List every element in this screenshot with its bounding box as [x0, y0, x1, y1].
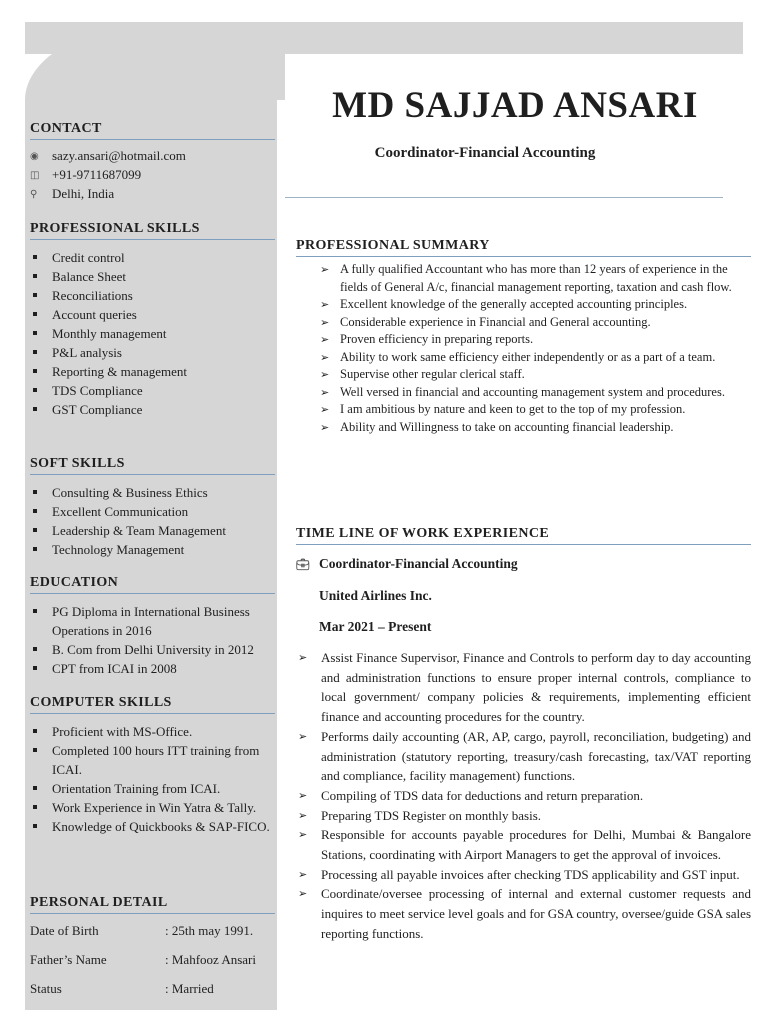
list-item: ➢ Ability to work same efficiency either independently or as a part of a team. [318, 349, 751, 367]
detail-value: : 25th may 1991. [165, 923, 254, 938]
email-icon: ◉ [30, 150, 39, 162]
list-item: Proficient with MS-Office. [30, 722, 275, 741]
contact-email-row [30, 148, 186, 164]
detail-value: : Mahfooz Ansari [165, 952, 256, 967]
list-item: ➢ Assist Finance Supervisor, Finance and Controls to perform day to day accounting and administration functions to ensure proper internal controls, compliance to local government/ company policies & requirements, implementing efficient finance and accounting procedures for the country. [298, 648, 751, 727]
professional-skills-list [30, 248, 275, 419]
detail-label: Father’s Name [30, 952, 107, 967]
list-item: ➢ Responsible for accounts payable procedures for Delhi, Mumbai & Bangalore Stations, coordinating with Airport Managers to get the approval of invoices. [298, 825, 751, 864]
education-list [30, 602, 275, 678]
list-item: ➢ Well versed in financial and accounting management system and procedures. [318, 384, 751, 402]
education-heading: EDUCATION [30, 575, 275, 594]
list-item: ➢ I am ambitious by nature and keen to get to the top of my profession. [318, 401, 751, 419]
summary-list [318, 261, 751, 436]
list-item: ➢ Excellent knowledge of the generally accepted accounting principles. [318, 296, 751, 314]
detail-value: : Married [165, 981, 214, 996]
candidate-name: MD SAJJAD ANSARI [332, 85, 698, 126]
list-item: ➢ Performs daily accounting (AR, AP, cargo, payroll, reconciliation, budgeting) and administration (statutory reporting, treasury/cash forecasting, tax/VAT reporting and compliance, facility management) functions. [298, 727, 751, 786]
briefcase-icon: 💼︎ [296, 557, 310, 571]
list-item: ➢ Considerable experience in Financial and General accounting. [318, 314, 751, 332]
contact-phone-row [30, 167, 141, 183]
job-title: Coordinator-Financial Accounting [319, 556, 518, 571]
list-item: Technology Management [30, 540, 275, 559]
list-item: Completed 100 hours ITT training from ICAI. [30, 741, 275, 779]
list-item: ➢ Supervise other regular clerical staff. [318, 366, 751, 384]
detail-label: Status [30, 981, 62, 996]
list-item: ➢ Preparing TDS Register on monthly basis. [298, 806, 751, 826]
list-item: CPT from ICAI in 2008 [30, 659, 275, 678]
computer-skills-list [30, 722, 275, 836]
list-item: Leadership & Team Management [30, 521, 275, 540]
list-item: PG Diploma in International Business Operations in 2016 [30, 602, 275, 640]
job-period: Mar 2021 – Present [319, 619, 432, 634]
list-item: Account queries [30, 305, 275, 324]
soft-skills-heading: SOFT SKILLS [30, 456, 275, 475]
location-pin-icon: ⚲ [30, 188, 38, 200]
list-item: ➢ Coordinate/oversee processing of internal and external customer requests and inquires to meet service level goals and for GSA country, oversee/guide GSA sales reporting functions. [298, 884, 751, 943]
list-item: ➢ A fully qualified Accountant who has more than 12 years of experience in the fields of General A/c, financial management reporting, taxation and cash flow. [318, 261, 751, 296]
list-item: Knowledge of Quickbooks & SAP-FICO. [30, 817, 275, 836]
professional-summary-heading: PROFESSIONAL SUMMARY [296, 238, 751, 257]
contact-location-row [30, 186, 114, 202]
personal-detail-heading: PERSONAL DETAIL [30, 895, 275, 914]
list-item: ➢ Processing all payable invoices after checking TDS applicability and GST input. [298, 865, 751, 885]
list-item: Reporting & management [30, 362, 275, 381]
list-item: ➢ Ability and Willingness to take on accounting financial leadership. [318, 419, 751, 437]
soft-skills-list [30, 483, 275, 559]
list-item: Excellent Communication [30, 502, 275, 521]
job-company: United Airlines Inc. [319, 588, 432, 603]
list-item: GST Compliance [30, 400, 275, 419]
computer-skills-heading: COMPUTER SKILLS [30, 695, 275, 714]
list-item: ➢ Compiling of TDS data for deductions and return preparation. [298, 786, 751, 806]
list-item: Reconciliations [30, 286, 275, 305]
header-divider [285, 197, 723, 198]
contact-email[interactable]: sazy.ansari@hotmail.com [52, 148, 186, 163]
job-duties-list [298, 648, 751, 944]
list-item: TDS Compliance [30, 381, 275, 400]
work-experience-heading: TIME LINE OF WORK EXPERIENCE [296, 526, 751, 545]
phone-icon: ◫ [30, 169, 40, 181]
detail-label: Date of Birth [30, 923, 99, 938]
job-title-row [296, 556, 518, 572]
list-item: Monthly management [30, 324, 275, 343]
list-item: B. Com from Delhi University in 2012 [30, 640, 275, 659]
list-item: ➢ Proven efficiency in preparing reports. [318, 331, 751, 349]
contact-heading: CONTACT [30, 121, 275, 140]
list-item: Credit control [30, 248, 275, 267]
professional-skills-heading: PROFESSIONAL SKILLS [30, 221, 275, 240]
list-item: Balance Sheet [30, 267, 275, 286]
list-item: Orientation Training from ICAI. [30, 779, 275, 798]
list-item: P&L analysis [30, 343, 275, 362]
candidate-title: Coordinator-Financial Accounting [374, 145, 596, 161]
list-item: Consulting & Business Ethics [30, 483, 275, 502]
contact-phone[interactable]: +91-9711687099 [52, 167, 142, 182]
contact-location: Delhi, India [52, 186, 115, 201]
list-item: Work Experience in Win Yatra & Tally. [30, 798, 275, 817]
